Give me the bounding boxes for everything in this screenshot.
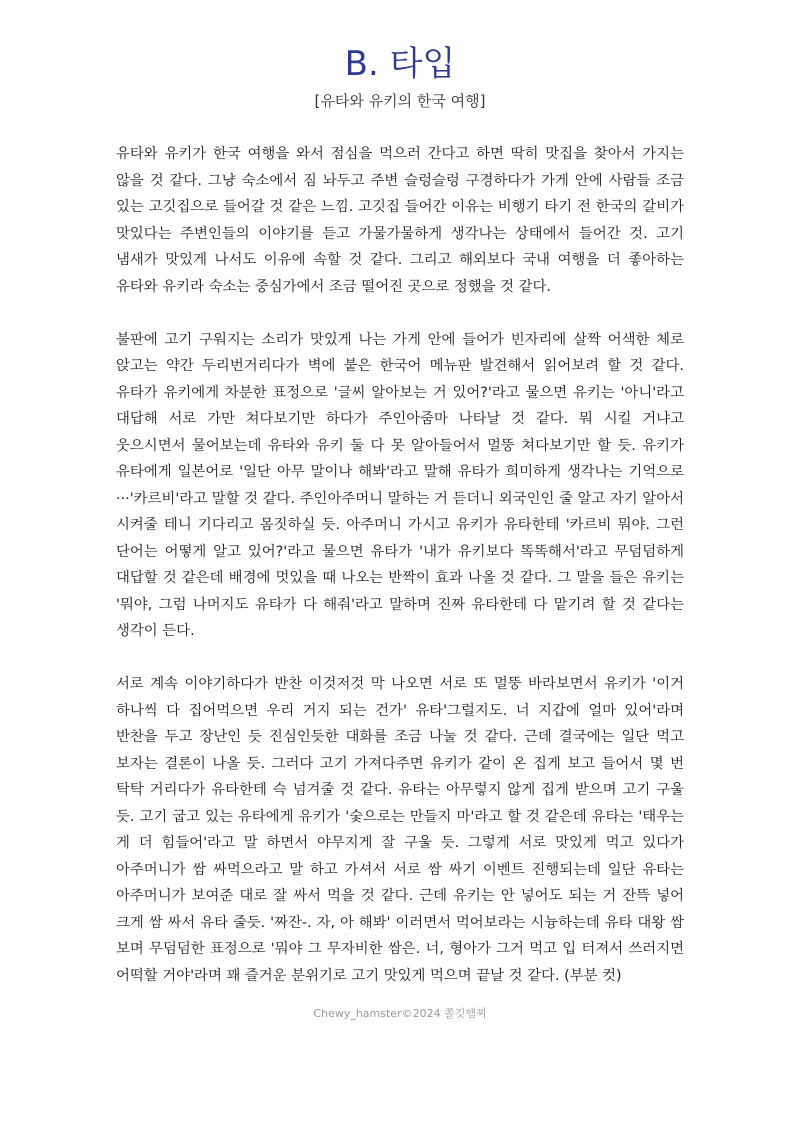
copyright-footer: Chewy_hamster©2024 쫄깃햄찌 <box>313 1007 487 1020</box>
page-subtitle: [유타와 유키의 한국 여행] <box>314 92 486 110</box>
paragraph-3: 서로 계속 이야기하다가 반찬 이것저것 막 나오면 서로 또 멀뚱 바라보면서 유키가 '이거 하나씩 다 집어먹으면 우리 거지 되는 건가' 유타'그럴지도. 너 지갑에 얼마 있어'라며 반찬을 두고 장난인 듯 진심인듯한 대화를 조금 나눌 것 같다. 근데 결국에는 일단 먹고 보자는 결론이 나올 듯. 그러다 고기 가져다주면 유키가 같이 온 집게 보고 들어서 몇 번 탁탁 거리다가 유타한테 슥 넘겨줄 것 같다. 유타는 아무렇지 않게 집게 받으며 고기 구울 듯. 고기 굽고 있는 유타에게 유키가 '숯으로는 만들지 마'라고 할 것 같은데 유타는 '태우는 게 더 힘들어'라고 말 하면서 야무지게 잘 구울 듯. 그렇게 서로 맛있게 먹고 있다가 아주머니가 쌈 싸먹으라고 말 하고 가셔서 서로 쌈 싸기 이벤트 진행되는데 일단 유타는 아주머니가 보여준 대로 잘 싸서 먹을 것 같다. 근데 유키는 안 넣어도 되는 거 잔뜩 넣어 크게 쌈 싸서 유타 줄듯. '짜잔-. 자, 아 해봐' 이러면서 먹어보라는 시늉하는데 유타 대왕 쌈 보며 무덤덤한 표정으로 '뭐야 그 무자비한 쌈은. 너, 형아가 그거 먹고 입 터져서 쓰러지면 어떡할 거야'라며 꽤 즐거운 분위기로 고기 맛있게 먹으며 끝날 것 같다. (부분 컷) <box>116 676 684 984</box>
paragraph-2: 불판에 고기 구워지는 소리가 맛있게 나는 가게 안에 들어가 빈자리에 살짝 어색한 체로 앉고는 약간 두리번거리다가 벽에 붙은 한국어 메뉴판 발견해서 읽어보려 할 것 같다. 유타가 유키에게 차분한 표정으로 '글씨 알아보는 거 있어?'라고 물으면 유키는 '아니'라고 대답해 서로 가만 쳐다보기만 하다가 주인아줌마 나타날 것 같다. 뭐 시킬 거냐고 웃으시면서 물어보는데 유타와 유키 둘 다 못 알아들어서 멀뚱 쳐다보기만 할 듯. 유키가 유타에게 일본어로 '일단 아무 말이나 해봐'라고 말해 유타가 희미하게 생각나는 기억으로 ···'카르비'라고 말할 것 같다. 주인아주머니 말하는 거 듣더니 외국인인 줄 알고 자기 알아서 시켜줄 테니 기다리고 몸짓하실 듯. 아주머니 가시고 유키가 유타한테 '카르비 뭐야. 그런 단어는 어떻게 알고 있어?'라고 물으면 유타가 '내가 유키보다 똑똑해서'라고 무덤덤하게 대답할 것 같은데 배경에 멋있을 때 나오는 반짝이 효과 나올 것 같다. 그 말을 들은 유키는 '뭐야, 그럼 나머지도 유타가 다 해줘'라고 말하며 진짜 유타한테 다 맡기려 할 것 같다는 생각이 든다. <box>116 331 684 639</box>
paragraph-1: 유타와 유키가 한국 여행을 와서 점심을 먹으러 간다고 하면 딱히 맛집을 찾아서 가지는 않을 것 같다. 그냥 숙소에서 짐 놔두고 주변 슬렁슬렁 구경하다가 가게 안에 사람들 조금 있는 고깃집으로 들어갈 것 같은 느낌. 고깃집 들어간 이유는 비행기 타기 전 한국의 갈비가 맛있다는 주변인들의 이야기를 듣고 가물가물하게 생각나는 상태에서 들어간 것. 고기 냄새가 맛있게 나서도 이유에 속할 것 같다. 그리고 해외보다 국내 여행을 더 좋아하는 유타와 유키라 숙소는 중심가에서 조금 떨어진 곳으로 정했을 것 같다. <box>116 146 684 295</box>
body-text <box>116 141 684 1016</box>
page-title: B. 타입 <box>344 44 456 84</box>
